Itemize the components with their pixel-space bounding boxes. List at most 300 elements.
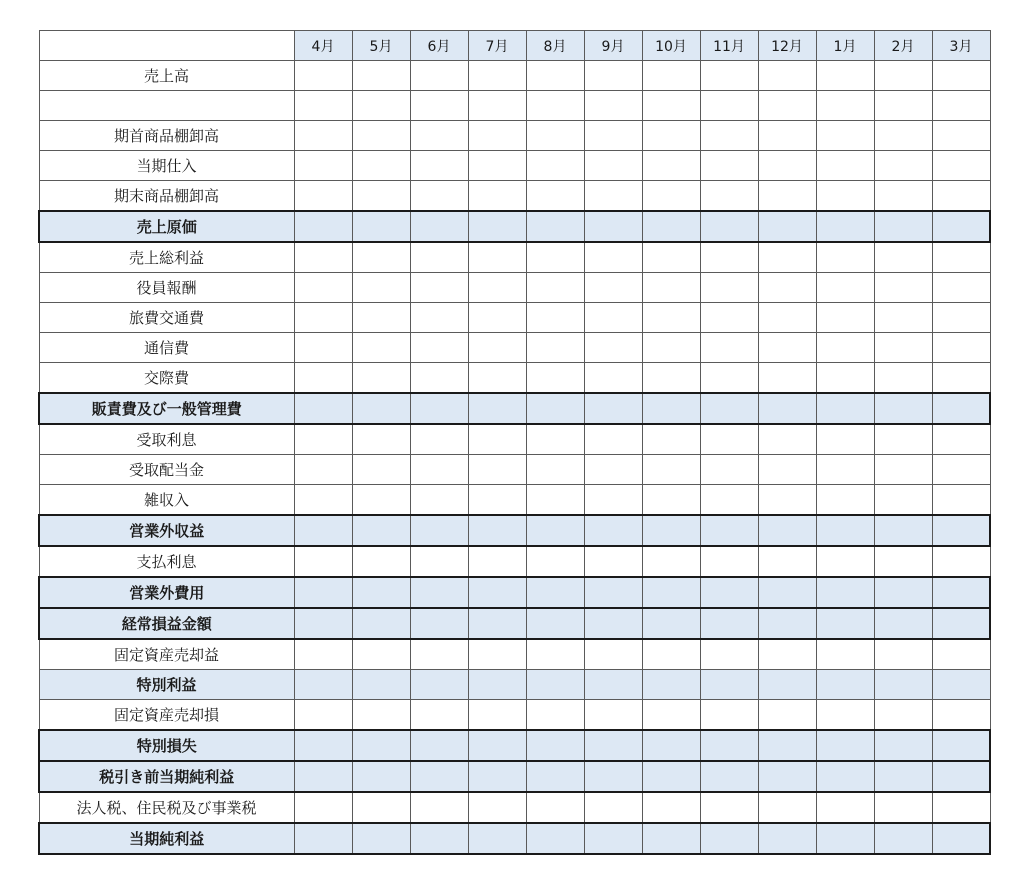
month-cell[interactable] [874, 151, 932, 181]
month-cell[interactable] [700, 455, 758, 485]
month-cell[interactable] [410, 363, 468, 394]
month-cell[interactable] [468, 761, 526, 792]
month-cell[interactable] [700, 151, 758, 181]
month-cell[interactable] [526, 577, 584, 608]
month-cell[interactable] [294, 792, 352, 823]
month-cell[interactable] [352, 121, 410, 151]
month-cell[interactable] [410, 515, 468, 546]
month-cell[interactable] [468, 424, 526, 455]
month-cell[interactable] [700, 181, 758, 212]
month-cell[interactable] [758, 273, 816, 303]
month-cell[interactable] [932, 700, 990, 731]
month-cell[interactable] [526, 792, 584, 823]
month-cell[interactable] [526, 700, 584, 731]
month-cell[interactable] [352, 211, 410, 242]
month-cell[interactable] [758, 670, 816, 700]
month-cell[interactable] [294, 61, 352, 91]
month-cell[interactable] [932, 639, 990, 670]
month-cell[interactable] [352, 242, 410, 273]
month-cell[interactable] [410, 121, 468, 151]
month-cell[interactable] [584, 91, 642, 121]
month-cell[interactable] [584, 424, 642, 455]
month-cell[interactable] [642, 485, 700, 516]
month-cell[interactable] [816, 303, 874, 333]
month-cell[interactable] [642, 181, 700, 212]
month-cell[interactable] [294, 515, 352, 546]
month-cell[interactable] [468, 823, 526, 854]
month-cell[interactable] [410, 546, 468, 577]
month-cell[interactable] [700, 61, 758, 91]
month-cell[interactable] [584, 485, 642, 516]
month-cell[interactable] [468, 91, 526, 121]
month-cell[interactable] [468, 515, 526, 546]
month-cell[interactable] [932, 151, 990, 181]
month-cell[interactable] [352, 639, 410, 670]
month-cell[interactable] [932, 546, 990, 577]
month-cell[interactable] [874, 730, 932, 761]
month-cell[interactable] [700, 333, 758, 363]
month-cell[interactable] [410, 792, 468, 823]
month-cell[interactable] [526, 730, 584, 761]
month-cell[interactable] [642, 670, 700, 700]
month-cell[interactable] [526, 823, 584, 854]
month-cell[interactable] [816, 761, 874, 792]
month-cell[interactable] [816, 700, 874, 731]
month-cell[interactable] [874, 393, 932, 424]
month-cell[interactable] [816, 577, 874, 608]
month-cell[interactable] [816, 823, 874, 854]
month-cell[interactable] [584, 121, 642, 151]
month-cell[interactable] [352, 424, 410, 455]
month-cell[interactable] [816, 211, 874, 242]
month-cell[interactable] [932, 730, 990, 761]
month-cell[interactable] [758, 121, 816, 151]
month-cell[interactable] [468, 730, 526, 761]
month-cell[interactable] [294, 333, 352, 363]
month-cell[interactable] [294, 485, 352, 516]
month-cell[interactable] [874, 546, 932, 577]
month-cell[interactable] [294, 608, 352, 639]
month-cell[interactable] [758, 242, 816, 273]
month-cell[interactable] [932, 333, 990, 363]
month-cell[interactable] [526, 363, 584, 394]
month-cell[interactable] [874, 792, 932, 823]
month-cell[interactable] [526, 761, 584, 792]
month-cell[interactable] [932, 273, 990, 303]
month-cell[interactable] [816, 273, 874, 303]
month-cell[interactable] [584, 823, 642, 854]
month-cell[interactable] [294, 91, 352, 121]
month-cell[interactable] [642, 424, 700, 455]
month-cell[interactable] [294, 577, 352, 608]
month-cell[interactable] [584, 151, 642, 181]
month-cell[interactable] [874, 61, 932, 91]
month-cell[interactable] [816, 639, 874, 670]
month-cell[interactable] [932, 424, 990, 455]
month-cell[interactable] [352, 761, 410, 792]
month-cell[interactable] [468, 700, 526, 731]
month-cell[interactable] [526, 151, 584, 181]
month-cell[interactable] [700, 211, 758, 242]
month-cell[interactable] [352, 792, 410, 823]
month-cell[interactable] [584, 515, 642, 546]
month-cell[interactable] [294, 393, 352, 424]
month-cell[interactable] [700, 242, 758, 273]
month-cell[interactable] [352, 363, 410, 394]
month-cell[interactable] [584, 761, 642, 792]
month-cell[interactable] [410, 273, 468, 303]
month-cell[interactable] [526, 393, 584, 424]
month-cell[interactable] [294, 363, 352, 394]
month-cell[interactable] [700, 761, 758, 792]
month-cell[interactable] [700, 303, 758, 333]
month-cell[interactable] [294, 211, 352, 242]
month-cell[interactable] [352, 608, 410, 639]
month-cell[interactable] [584, 730, 642, 761]
month-cell[interactable] [758, 363, 816, 394]
month-cell[interactable] [700, 91, 758, 121]
month-cell[interactable] [526, 515, 584, 546]
month-cell[interactable] [410, 700, 468, 731]
month-cell[interactable] [874, 91, 932, 121]
month-cell[interactable] [410, 61, 468, 91]
month-cell[interactable] [758, 485, 816, 516]
month-cell[interactable] [526, 485, 584, 516]
month-cell[interactable] [758, 91, 816, 121]
month-cell[interactable] [758, 700, 816, 731]
month-cell[interactable] [758, 577, 816, 608]
month-cell[interactable] [642, 761, 700, 792]
month-cell[interactable] [352, 151, 410, 181]
month-cell[interactable] [816, 393, 874, 424]
month-cell[interactable] [758, 639, 816, 670]
month-cell[interactable] [758, 546, 816, 577]
month-cell[interactable] [932, 303, 990, 333]
month-cell[interactable] [468, 151, 526, 181]
month-cell[interactable] [642, 730, 700, 761]
month-cell[interactable] [294, 151, 352, 181]
month-cell[interactable] [642, 61, 700, 91]
month-cell[interactable] [700, 363, 758, 394]
month-cell[interactable] [932, 181, 990, 212]
month-cell[interactable] [874, 121, 932, 151]
month-cell[interactable] [526, 424, 584, 455]
month-cell[interactable] [526, 546, 584, 577]
month-cell[interactable] [468, 485, 526, 516]
month-cell[interactable] [932, 211, 990, 242]
month-cell[interactable] [700, 670, 758, 700]
month-cell[interactable] [700, 792, 758, 823]
month-cell[interactable] [410, 242, 468, 273]
month-cell[interactable] [758, 515, 816, 546]
month-cell[interactable] [874, 455, 932, 485]
month-cell[interactable] [294, 303, 352, 333]
month-cell[interactable] [584, 61, 642, 91]
month-cell[interactable] [816, 91, 874, 121]
month-cell[interactable] [758, 211, 816, 242]
month-cell[interactable] [932, 823, 990, 854]
month-cell[interactable] [352, 546, 410, 577]
month-cell[interactable] [642, 546, 700, 577]
month-cell[interactable] [874, 333, 932, 363]
month-cell[interactable] [816, 546, 874, 577]
month-cell[interactable] [932, 61, 990, 91]
month-cell[interactable] [584, 211, 642, 242]
month-cell[interactable] [758, 151, 816, 181]
month-cell[interactable] [468, 61, 526, 91]
month-cell[interactable] [410, 823, 468, 854]
month-cell[interactable] [294, 181, 352, 212]
month-cell[interactable] [468, 303, 526, 333]
month-cell[interactable] [700, 273, 758, 303]
month-cell[interactable] [294, 639, 352, 670]
month-cell[interactable] [410, 303, 468, 333]
month-cell[interactable] [816, 670, 874, 700]
month-cell[interactable] [642, 363, 700, 394]
month-cell[interactable] [932, 121, 990, 151]
month-cell[interactable] [758, 424, 816, 455]
month-cell[interactable] [642, 577, 700, 608]
month-cell[interactable] [410, 670, 468, 700]
month-cell[interactable] [758, 61, 816, 91]
month-cell[interactable] [642, 792, 700, 823]
month-cell[interactable] [874, 303, 932, 333]
month-cell[interactable] [874, 181, 932, 212]
month-cell[interactable] [874, 485, 932, 516]
month-cell[interactable] [526, 211, 584, 242]
month-cell[interactable] [758, 393, 816, 424]
month-cell[interactable] [700, 700, 758, 731]
month-cell[interactable] [642, 515, 700, 546]
month-cell[interactable] [526, 670, 584, 700]
month-cell[interactable] [294, 121, 352, 151]
month-cell[interactable] [816, 363, 874, 394]
month-cell[interactable] [642, 639, 700, 670]
month-cell[interactable] [584, 393, 642, 424]
month-cell[interactable] [816, 485, 874, 516]
month-cell[interactable] [584, 608, 642, 639]
month-cell[interactable] [874, 363, 932, 394]
month-cell[interactable] [410, 730, 468, 761]
month-cell[interactable] [584, 363, 642, 394]
month-cell[interactable] [294, 700, 352, 731]
month-cell[interactable] [468, 363, 526, 394]
month-cell[interactable] [468, 121, 526, 151]
month-cell[interactable] [816, 151, 874, 181]
month-cell[interactable] [932, 515, 990, 546]
month-cell[interactable] [468, 670, 526, 700]
month-cell[interactable] [468, 546, 526, 577]
month-cell[interactable] [932, 485, 990, 516]
month-cell[interactable] [932, 91, 990, 121]
month-cell[interactable] [526, 242, 584, 273]
month-cell[interactable] [758, 792, 816, 823]
month-cell[interactable] [758, 303, 816, 333]
month-cell[interactable] [584, 181, 642, 212]
month-cell[interactable] [816, 121, 874, 151]
month-cell[interactable] [932, 455, 990, 485]
month-cell[interactable] [642, 91, 700, 121]
month-cell[interactable] [758, 455, 816, 485]
month-cell[interactable] [584, 639, 642, 670]
month-cell[interactable] [468, 211, 526, 242]
month-cell[interactable] [758, 730, 816, 761]
month-cell[interactable] [642, 303, 700, 333]
month-cell[interactable] [700, 121, 758, 151]
month-cell[interactable] [410, 455, 468, 485]
month-cell[interactable] [932, 608, 990, 639]
month-cell[interactable] [410, 91, 468, 121]
month-cell[interactable] [410, 639, 468, 670]
month-cell[interactable] [816, 792, 874, 823]
month-cell[interactable] [584, 333, 642, 363]
month-cell[interactable] [526, 608, 584, 639]
month-cell[interactable] [932, 393, 990, 424]
month-cell[interactable] [874, 700, 932, 731]
month-cell[interactable] [700, 515, 758, 546]
month-cell[interactable] [584, 546, 642, 577]
month-cell[interactable] [468, 639, 526, 670]
month-cell[interactable] [584, 242, 642, 273]
month-cell[interactable] [294, 730, 352, 761]
month-cell[interactable] [294, 761, 352, 792]
month-cell[interactable] [932, 670, 990, 700]
month-cell[interactable] [352, 181, 410, 212]
month-cell[interactable] [352, 577, 410, 608]
month-cell[interactable] [468, 393, 526, 424]
month-cell[interactable] [700, 639, 758, 670]
month-cell[interactable] [526, 61, 584, 91]
month-cell[interactable] [700, 730, 758, 761]
month-cell[interactable] [410, 577, 468, 608]
month-cell[interactable] [642, 700, 700, 731]
month-cell[interactable] [294, 242, 352, 273]
month-cell[interactable] [700, 546, 758, 577]
month-cell[interactable] [294, 424, 352, 455]
month-cell[interactable] [700, 823, 758, 854]
month-cell[interactable] [642, 211, 700, 242]
month-cell[interactable] [584, 273, 642, 303]
month-cell[interactable] [526, 303, 584, 333]
month-cell[interactable] [932, 577, 990, 608]
month-cell[interactable] [410, 151, 468, 181]
month-cell[interactable] [294, 455, 352, 485]
month-cell[interactable] [526, 181, 584, 212]
month-cell[interactable] [758, 608, 816, 639]
month-cell[interactable] [932, 242, 990, 273]
month-cell[interactable] [642, 242, 700, 273]
month-cell[interactable] [584, 577, 642, 608]
month-cell[interactable] [584, 792, 642, 823]
month-cell[interactable] [874, 273, 932, 303]
month-cell[interactable] [584, 303, 642, 333]
month-cell[interactable] [700, 393, 758, 424]
month-cell[interactable] [352, 393, 410, 424]
month-cell[interactable] [642, 823, 700, 854]
month-cell[interactable] [352, 485, 410, 516]
month-cell[interactable] [410, 181, 468, 212]
month-cell[interactable] [874, 823, 932, 854]
month-cell[interactable] [468, 273, 526, 303]
month-cell[interactable] [874, 639, 932, 670]
month-cell[interactable] [758, 333, 816, 363]
month-cell[interactable] [816, 608, 874, 639]
month-cell[interactable] [816, 730, 874, 761]
month-cell[interactable] [758, 761, 816, 792]
month-cell[interactable] [816, 424, 874, 455]
month-cell[interactable] [410, 485, 468, 516]
month-cell[interactable] [352, 700, 410, 731]
month-cell[interactable] [816, 333, 874, 363]
month-cell[interactable] [526, 121, 584, 151]
month-cell[interactable] [584, 670, 642, 700]
month-cell[interactable] [932, 792, 990, 823]
month-cell[interactable] [642, 393, 700, 424]
month-cell[interactable] [294, 273, 352, 303]
month-cell[interactable] [352, 515, 410, 546]
month-cell[interactable] [352, 670, 410, 700]
month-cell[interactable] [468, 333, 526, 363]
month-cell[interactable] [874, 761, 932, 792]
month-cell[interactable] [816, 242, 874, 273]
month-cell[interactable] [642, 121, 700, 151]
month-cell[interactable] [874, 242, 932, 273]
month-cell[interactable] [352, 455, 410, 485]
month-cell[interactable] [816, 61, 874, 91]
month-cell[interactable] [642, 273, 700, 303]
month-cell[interactable] [642, 333, 700, 363]
month-cell[interactable] [700, 485, 758, 516]
month-cell[interactable] [874, 670, 932, 700]
month-cell[interactable] [468, 577, 526, 608]
month-cell[interactable] [874, 515, 932, 546]
month-cell[interactable] [410, 424, 468, 455]
month-cell[interactable] [932, 761, 990, 792]
month-cell[interactable] [468, 181, 526, 212]
month-cell[interactable] [758, 181, 816, 212]
month-cell[interactable] [526, 273, 584, 303]
month-cell[interactable] [816, 181, 874, 212]
month-cell[interactable] [584, 700, 642, 731]
month-cell[interactable] [874, 577, 932, 608]
month-cell[interactable] [874, 424, 932, 455]
month-cell[interactable] [700, 608, 758, 639]
month-cell[interactable] [352, 333, 410, 363]
month-cell[interactable] [700, 577, 758, 608]
month-cell[interactable] [584, 455, 642, 485]
month-cell[interactable] [874, 211, 932, 242]
month-cell[interactable] [468, 242, 526, 273]
month-cell[interactable] [468, 792, 526, 823]
month-cell[interactable] [410, 211, 468, 242]
month-cell[interactable] [642, 455, 700, 485]
month-cell[interactable] [410, 333, 468, 363]
month-cell[interactable] [468, 608, 526, 639]
month-cell[interactable] [700, 424, 758, 455]
month-cell[interactable] [352, 273, 410, 303]
month-cell[interactable] [526, 91, 584, 121]
month-cell[interactable] [294, 670, 352, 700]
month-cell[interactable] [352, 730, 410, 761]
month-cell[interactable] [410, 608, 468, 639]
month-cell[interactable] [758, 823, 816, 854]
month-cell[interactable] [468, 455, 526, 485]
month-cell[interactable] [642, 608, 700, 639]
month-cell[interactable] [410, 761, 468, 792]
month-cell[interactable] [352, 91, 410, 121]
month-cell[interactable] [352, 303, 410, 333]
month-cell[interactable] [526, 455, 584, 485]
